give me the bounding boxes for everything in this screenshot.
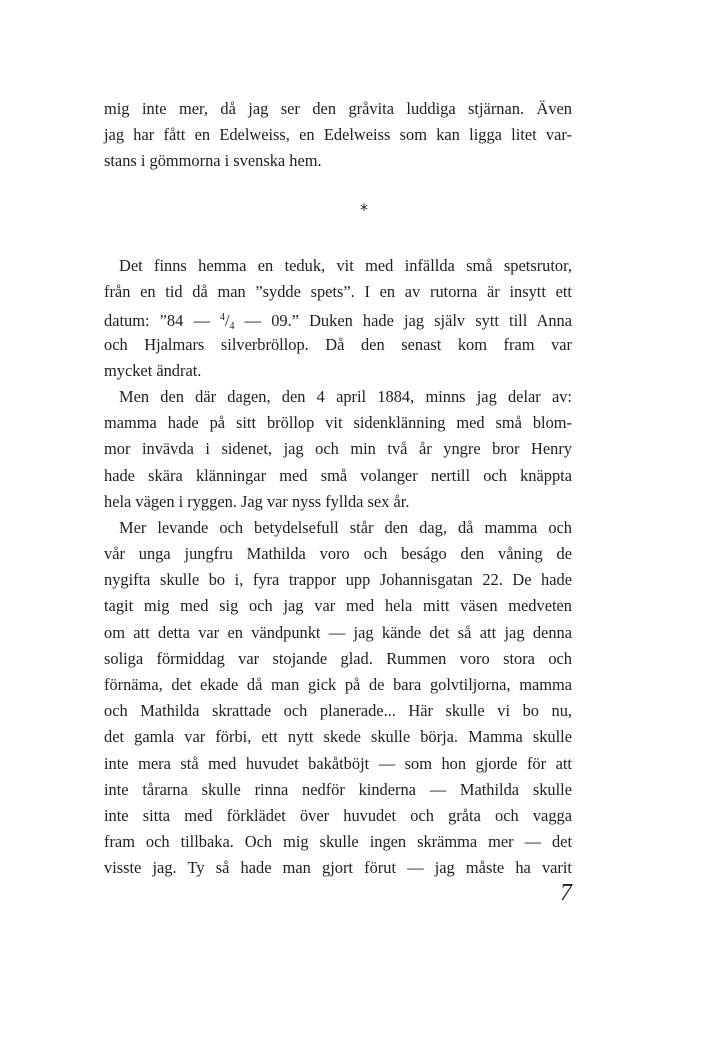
page-number: 7 bbox=[560, 880, 572, 906]
text-line: och Mathilda skrattade och planerade... Här skulle vi bo nu, bbox=[104, 701, 572, 721]
text-line: Men den där dagen, den 4 april 1884, minns jag delar av: bbox=[119, 386, 572, 406]
text-line: hade skära klänningar med små volanger nertill och knäppta bbox=[104, 465, 572, 485]
text-line: fram och tillbaka. Och mig skulle ingen skrämma mer — det bbox=[104, 832, 572, 852]
fraction-denominator: 4 bbox=[229, 321, 235, 333]
text-line: soliga förmiddag var stojande glad. Rummen voro stora och bbox=[104, 648, 572, 668]
text-line: visste jag. Ty så hade man gjort förut — jag måste ha varit bbox=[104, 858, 572, 878]
text-line: förnäma, det ekade då man gick på de bara golvtiljorna, mamma bbox=[104, 675, 572, 694]
text-line: Det finns hemma en teduk, vit med infällda små spetsrutor, bbox=[119, 256, 572, 275]
text-line: mamma hade på sitt bröllop vit sidenklänning med små blom- bbox=[104, 413, 572, 433]
text-line: tagit mig med sig och jag var med hela mitt väsen medveten bbox=[104, 596, 572, 616]
text-line: från en tid då man ”sydde spets”. I en av rutorna är insytt ett bbox=[104, 282, 572, 302]
text-line: det gamla var förbi, ett nytt skede skulle börja. Mamma skulle bbox=[104, 727, 572, 747]
text-line: och Hjalmars silverbröllop. Då den senast kom fram var bbox=[104, 334, 572, 354]
section-break-asterisk: * bbox=[360, 200, 368, 219]
text-line: mig inte mer, då jag ser den gråvita luddiga stjärnan. Även bbox=[104, 99, 572, 118]
fraction-slash: / bbox=[224, 311, 230, 331]
text-line: om att detta var en vändpunkt — jag kände det så att jag denna bbox=[104, 622, 572, 642]
text-line: mycket ändrat. bbox=[104, 360, 202, 380]
text-line: hela vägen i ryggen. Jag var nyss fyllda sex år. bbox=[104, 491, 410, 511]
text-line: jag har fått en Edelweiss, en Edelweiss som kan ligga litet var- bbox=[104, 125, 572, 145]
text-line: inte tårarna skulle rinna nedför kinderna — Mathilda skulle bbox=[104, 779, 572, 799]
text-line: inte mera stå med huvudet bakåtböjt — som hon gjorde för att bbox=[104, 753, 572, 773]
text-line: stans i gömmorna i svenska hem. bbox=[104, 151, 322, 171]
text-line: vår unga jungfru Mathilda voro och beságo den våning de bbox=[104, 544, 572, 564]
opening-paragraph bbox=[104, 96, 572, 175]
text-line: inte sitta med förklädet över huvudet och gråta och vagga bbox=[104, 805, 572, 825]
main-text bbox=[104, 253, 572, 882]
text-line: mor invävda i sidenet, jag och min två år yngre bror Henry bbox=[104, 439, 572, 459]
date-line bbox=[104, 305, 572, 331]
fraction-numerator: 4 bbox=[219, 312, 225, 324]
date-text-after: — 09.” Duken hade jag själv sytt till Anna bbox=[234, 311, 572, 331]
text-line: nygifta skulle bo i, fyra trappor upp Johannisgatan 22. De hade bbox=[104, 570, 572, 590]
text-line: Mer levande och betydelsefull står den dag, då mamma och bbox=[119, 517, 572, 537]
date-text-before: datum: ”84 — bbox=[104, 311, 220, 331]
